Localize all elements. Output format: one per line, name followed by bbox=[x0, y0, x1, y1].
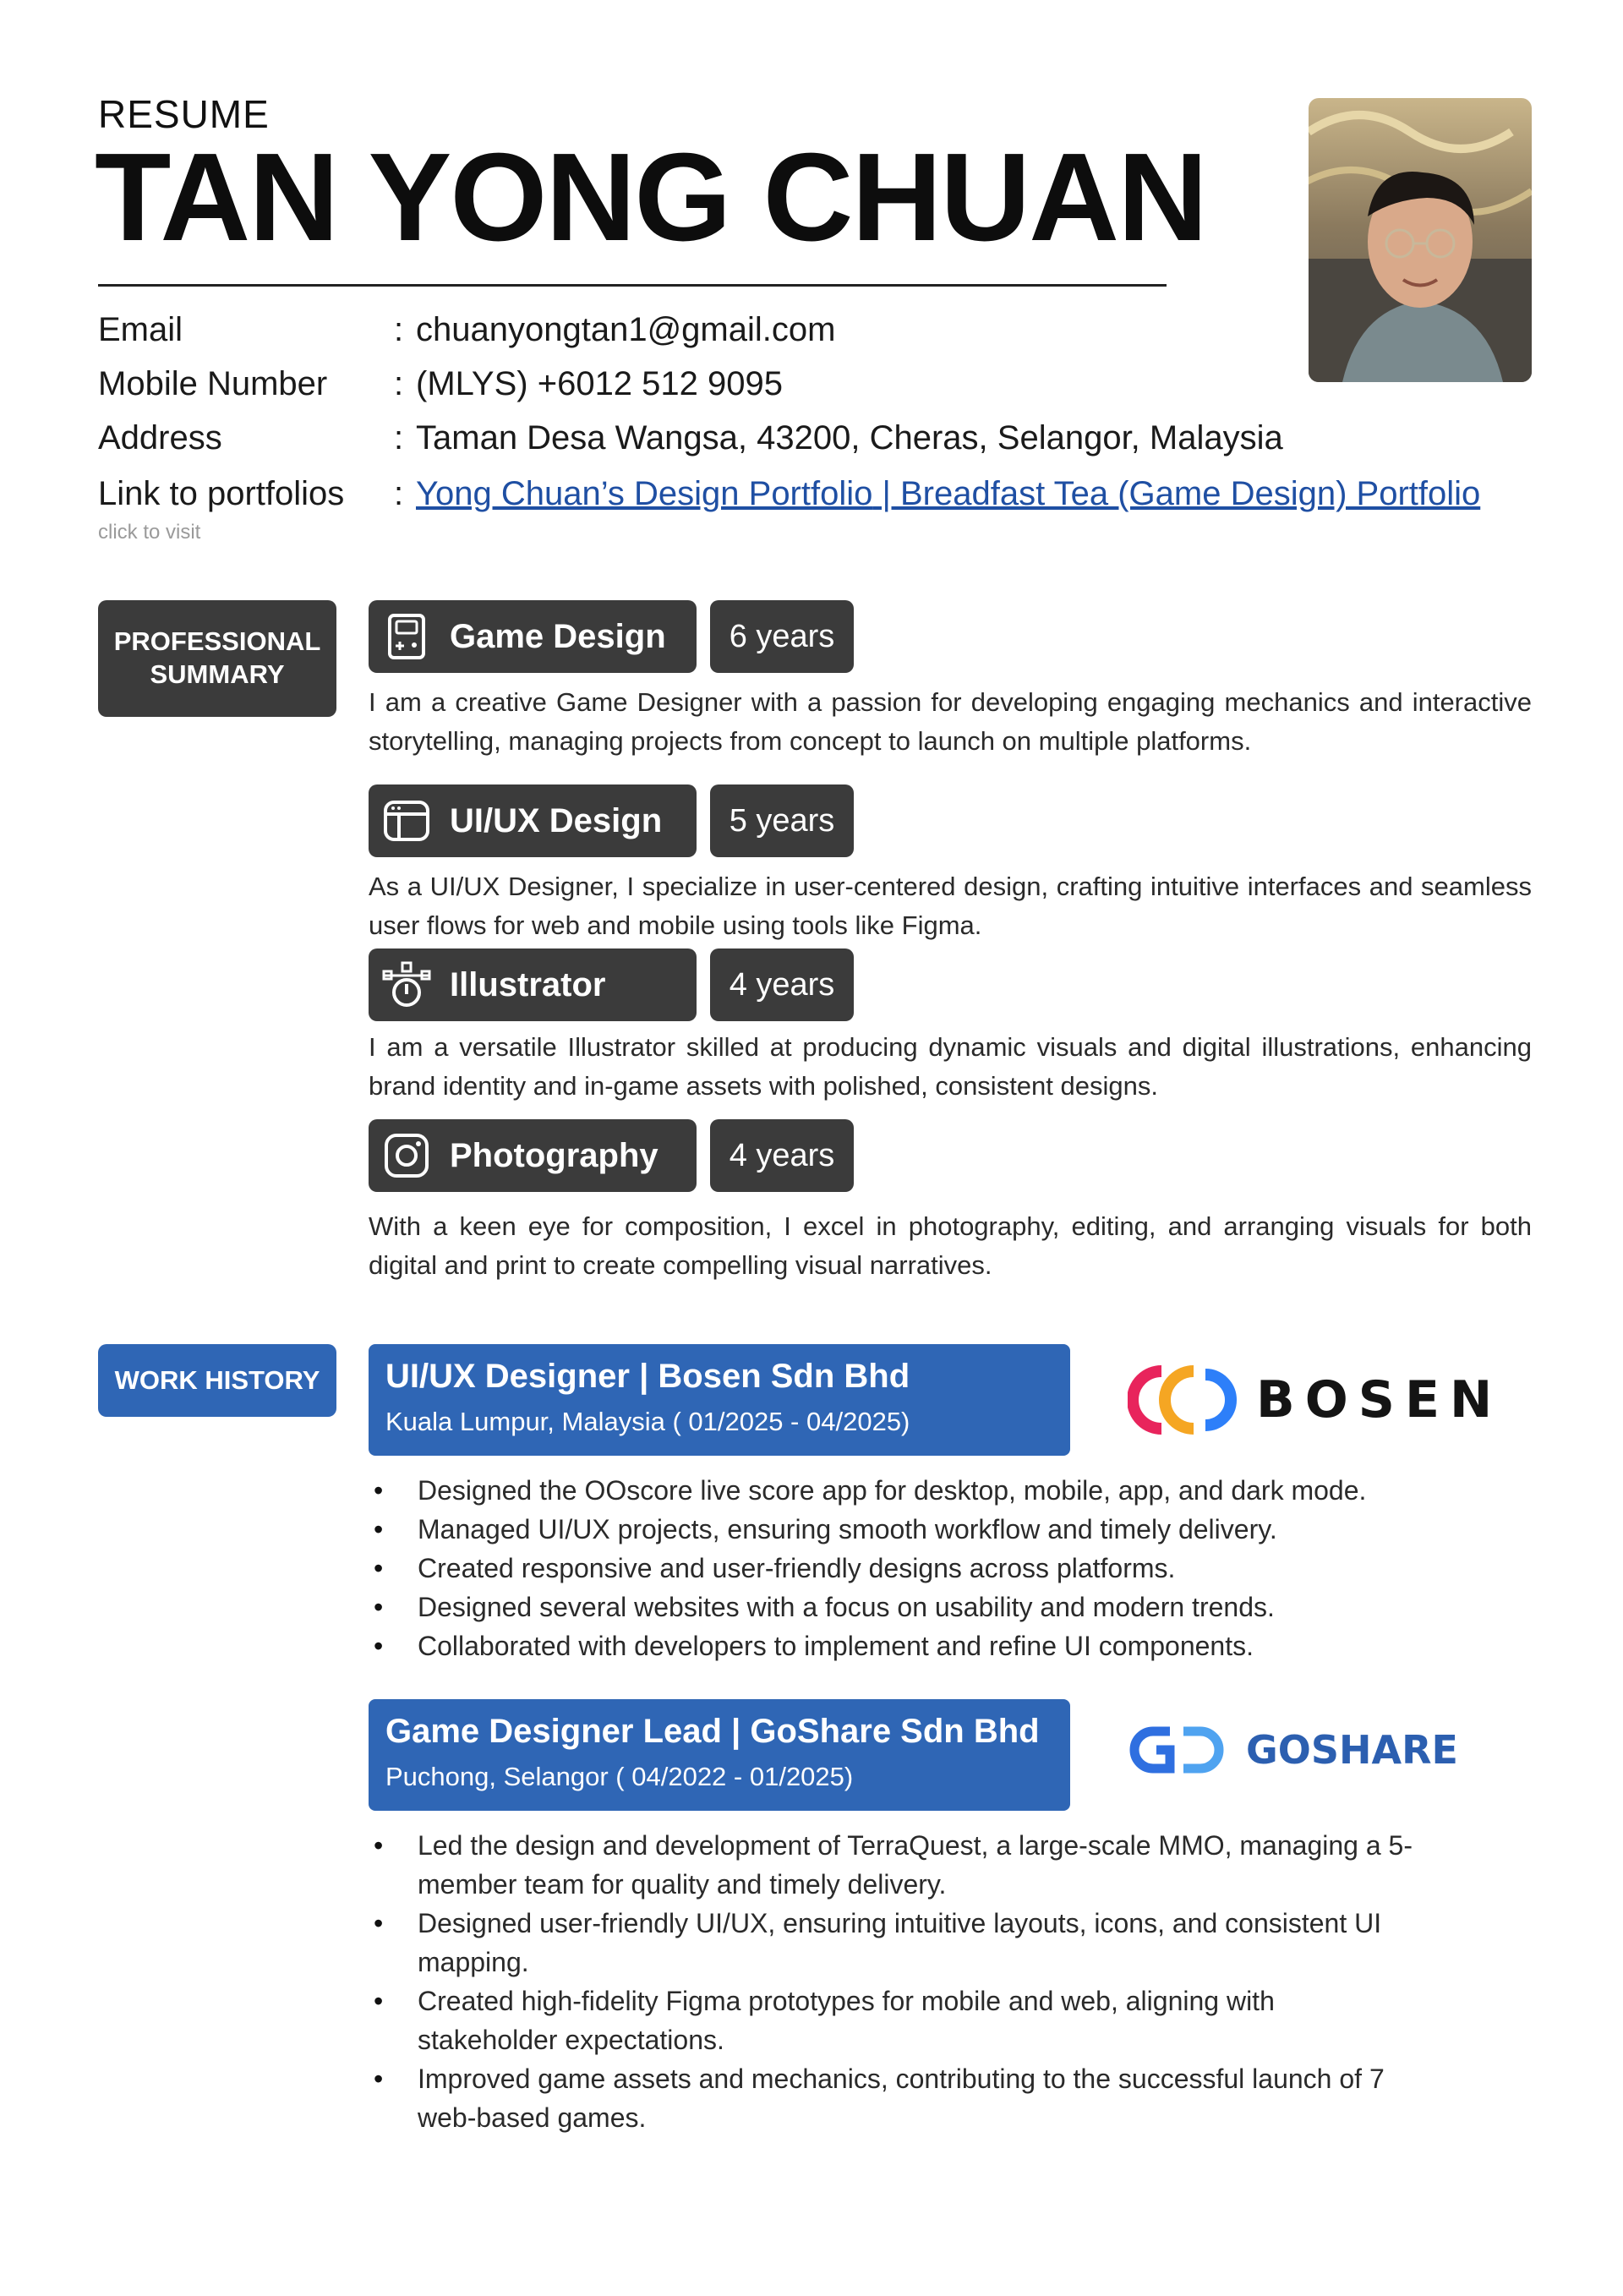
portfolio-row bbox=[98, 475, 1480, 513]
list-item: • Created responsive and user-friendly designs across platforms. bbox=[369, 1549, 1467, 1588]
professional-summary-tag bbox=[98, 600, 336, 717]
job-location: Puchong, Selangor ( 04/2022 - 01/2025) bbox=[385, 1762, 854, 1791]
list-item: • Managed UI/UX projects, ensuring smooth workflow and timely delivery. bbox=[369, 1510, 1467, 1549]
click-hint: click to visit bbox=[98, 521, 201, 544]
list-item: • Collaborated with developers to implement and refine UI components. bbox=[369, 1626, 1467, 1665]
address-separator: : bbox=[394, 419, 404, 456]
job-location: Kuala Lumpur, Malaysia ( 01/2025 - 04/2025) bbox=[385, 1407, 910, 1436]
goshare-logo bbox=[1128, 1725, 1458, 1775]
years-badge: 5 years bbox=[710, 784, 854, 857]
skill-name: Illustrator bbox=[450, 965, 606, 1003]
email-label: Email bbox=[98, 311, 183, 348]
camera-icon bbox=[382, 1131, 431, 1180]
skill-photography bbox=[369, 1119, 697, 1192]
email-row bbox=[98, 311, 835, 349]
email-value[interactable]: chuanyongtan1@gmail.com bbox=[416, 311, 836, 348]
job-title: Game Designer Lead | GoShare Sdn Bhd bbox=[385, 1713, 1040, 1750]
mobile-label: Mobile Number bbox=[98, 365, 328, 402]
portfolio-separator: : bbox=[394, 475, 404, 512]
skill-name: UI/UX Design bbox=[450, 801, 663, 839]
mobile-value: (MLYS) +6012 512 9095 bbox=[416, 365, 784, 402]
skill-description: With a keen eye for composition, I excel in photography, editing, and arranging visuals for both digital and print to create compelling visual narratives. bbox=[369, 1211, 1532, 1280]
summary-tag-line2: SUMMARY bbox=[150, 659, 285, 689]
header-divider bbox=[98, 284, 1167, 287]
list-item: • Created high-fidelity Figma prototypes for mobile and web, aligning with stakeholder expectations. bbox=[369, 1982, 1417, 2059]
portfolio-label: Link to portfolios bbox=[98, 475, 345, 512]
job-bullets-bosen bbox=[369, 1471, 1467, 1665]
bosen-logo-text: BOSEN bbox=[1256, 1370, 1503, 1430]
years-badge: 4 years bbox=[710, 1119, 854, 1192]
list-item: • Designed the OOscore live score app for desktop, mobile, app, and dark mode. bbox=[369, 1471, 1467, 1510]
skill-game-design bbox=[369, 600, 697, 673]
candidate-name: TAN YONG CHUAN bbox=[95, 128, 1206, 267]
address-value: Taman Desa Wangsa, 43200, Cheras, Selangor, Malaysia bbox=[416, 419, 1283, 456]
years-badge: 4 years bbox=[710, 948, 854, 1021]
years-badge: 6 years bbox=[710, 600, 854, 673]
skill-description: I am a creative Game Designer with a passion for developing engaging mechanics and interactive storytelling, managing projects from concept to launch on multiple platforms. bbox=[369, 687, 1532, 756]
skill-description: As a UI/UX Designer, I specialize in user-centered design, crafting intuitive interfaces and seamless user flows for web and mobile using tools like Figma. bbox=[369, 872, 1532, 940]
bosen-logo bbox=[1128, 1363, 1502, 1437]
portfolio-link-divider: | bbox=[872, 475, 900, 512]
game-design-portfolio-link[interactable]: Breadfast Tea (Game Design) Portfolio bbox=[900, 475, 1481, 512]
job-header-bosen bbox=[369, 1344, 1070, 1456]
bosen-logo-mark bbox=[1128, 1363, 1246, 1437]
mobile-row bbox=[98, 365, 783, 403]
skill-description: I am a versatile Illustrator skilled at producing dynamic visuals and digital illustrations, enhancing brand identity and in-game assets with polished, consistent designs. bbox=[369, 1032, 1532, 1101]
address-row bbox=[98, 419, 1283, 457]
resume-label: RESUME bbox=[98, 92, 270, 136]
skill-name: Game Design bbox=[450, 617, 666, 655]
goshare-logo-mark bbox=[1128, 1725, 1226, 1775]
profile-photo bbox=[1309, 98, 1532, 382]
list-item: • Designed user-friendly UI/UX, ensuring intuitive layouts, icons, and consistent UI mapping. bbox=[369, 1904, 1417, 1982]
list-item: • Improved game assets and mechanics, contributing to the successful launch of 7 web-based games. bbox=[369, 2059, 1417, 2137]
pen-tool-icon bbox=[382, 960, 431, 1009]
skill-illustrator bbox=[369, 948, 697, 1021]
list-item: • Designed several websites with a focus on usability and modern trends. bbox=[369, 1588, 1467, 1626]
skill-name: Photography bbox=[450, 1136, 658, 1174]
mobile-separator: : bbox=[394, 365, 404, 402]
skill-uiux-design bbox=[369, 784, 697, 857]
work-history-tag: WORK HISTORY bbox=[98, 1344, 336, 1417]
job-header-goshare bbox=[369, 1699, 1070, 1811]
browser-window-icon bbox=[382, 796, 431, 845]
address-label: Address bbox=[98, 419, 222, 456]
gameboy-icon bbox=[382, 612, 431, 661]
list-item: • Led the design and development of TerraQuest, a large-scale MMO, managing a 5-member team for quality and timely delivery. bbox=[369, 1826, 1417, 1904]
job-title: UI/UX Designer | Bosen Sdn Bhd bbox=[385, 1358, 910, 1395]
summary-tag-line1: PROFESSIONAL bbox=[113, 626, 321, 657]
email-separator: : bbox=[394, 311, 404, 348]
goshare-logo-text: GOSHARE bbox=[1246, 1727, 1458, 1773]
design-portfolio-link[interactable]: Yong Chuan’s Design Portfolio bbox=[416, 475, 873, 512]
job-bullets-goshare bbox=[369, 1826, 1417, 2137]
